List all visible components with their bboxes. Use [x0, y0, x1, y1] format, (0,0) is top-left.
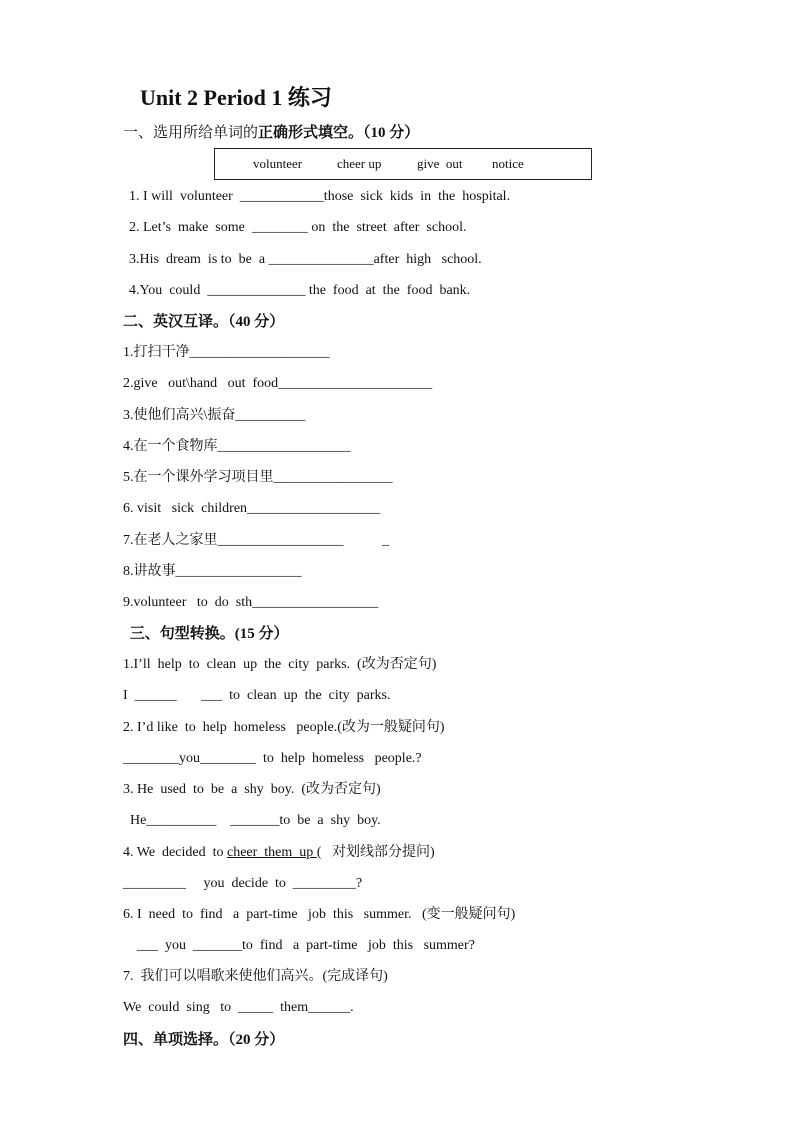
word-box-item: volunteer	[253, 156, 303, 171]
section2-item: 4.在一个食物库___________________	[123, 439, 351, 454]
underlined-phrase: cheer them up	[226, 845, 317, 860]
section1-heading	[123, 123, 419, 143]
section1-item: 3.His dream is to be a _______________after high school.	[129, 252, 482, 267]
section1-heading-bold: 正确形式填空。（10 分）	[258, 125, 420, 141]
section3-line: 7. 我们可以唱歌来使他们高兴。(完成译句)	[123, 969, 388, 984]
section2-item: 8.讲故事__________________	[123, 564, 302, 579]
section3-line: 2. I’d like to help homeless people.(改为一般疑问句)	[123, 720, 445, 735]
section3-line: We could sing to _____ them______.	[123, 1000, 354, 1015]
page-title: Unit 2 Period 1 练习	[140, 85, 332, 110]
section3-line	[123, 844, 435, 862]
section1-item: 4.You could ______________ the food at the food bank.	[129, 283, 471, 298]
section2-item: 7.在老人之家里__________________ _	[123, 533, 389, 548]
word-box	[214, 148, 592, 180]
section3-line: 3. He used to be a shy boy. (改为否定句)	[123, 782, 381, 797]
word-box-item: give out	[417, 156, 463, 171]
section2-item: 9.volunteer to do sth__________________	[123, 595, 379, 610]
word-box-item: notice	[492, 156, 524, 171]
section3-item4-tail: ( 对划线部分提问)	[316, 845, 435, 860]
section2-item: 2.give out\hand out food______________________	[123, 376, 433, 391]
section2-item: 5.在一个课外学习项目里_________________	[123, 470, 393, 485]
section1-item: 2. Let’s make some ________ on the street after school.	[129, 220, 467, 235]
section1-heading-prefix: 一、选用所给单词的	[123, 125, 259, 141]
section3-line: 6. I need to find a part-time job this summer. (变一般疑问句)	[123, 907, 516, 922]
section2-item: 3.使他们高兴\振奋__________	[123, 408, 306, 423]
section2-item: 6. visit sick children___________________	[123, 501, 381, 516]
section4-heading: 四、单项选择。（20 分）	[123, 1032, 285, 1048]
section2-item: 1.打扫干净____________________	[123, 345, 330, 360]
word-box-item: cheer up	[337, 156, 382, 171]
section3-line: 1.I’ll help to clean up the city parks. (改为否定句)	[123, 657, 437, 672]
section3-line: He__________ _______to be a shy boy.	[123, 813, 381, 828]
section2-heading: 二、英汉互译。（40 分）	[123, 314, 285, 330]
section3-line: ________you________ to help homeless people.?	[123, 751, 422, 766]
section3-heading: 三、句型转换。(15 分）	[126, 626, 289, 642]
section3-line: ___ you _______to find a part-time job this summer?	[123, 938, 475, 953]
section1-item: 1. I will volunteer ____________those sick kids in the hospital.	[129, 189, 511, 204]
section3-item4-head: 4. We decided to	[123, 845, 227, 860]
section3-line: _________ you decide to _________?	[123, 876, 363, 891]
section3-line: I ______ ___ to clean up the city parks.	[123, 688, 391, 703]
